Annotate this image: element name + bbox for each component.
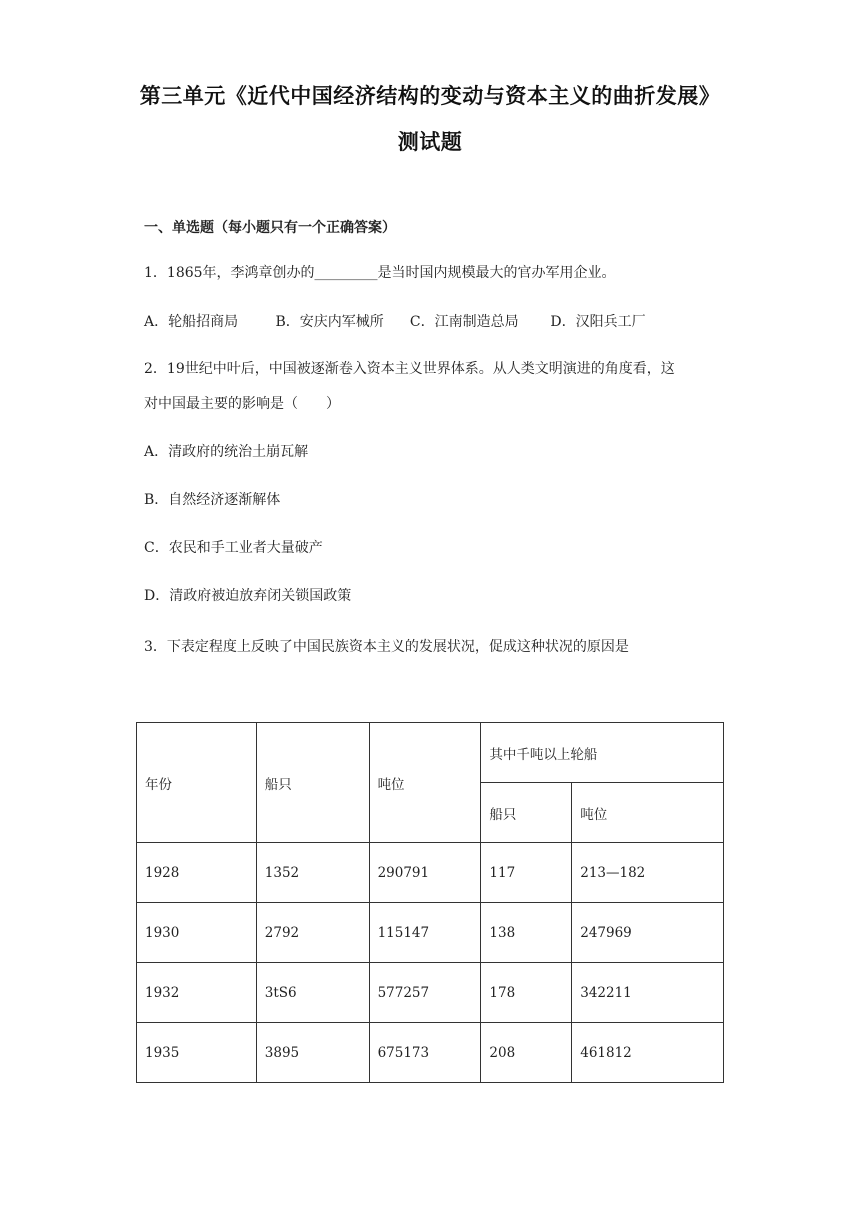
table-row <box>137 903 724 963</box>
cell-large-ships: 208 <box>481 1023 572 1083</box>
option-d: D．汉阳兵工厂 <box>550 314 646 330</box>
table-row <box>137 843 724 903</box>
cell-year: 1932 <box>137 963 257 1023</box>
question-2-option-d: D．清政府被迫放弃闭关锁国政策 <box>144 588 352 604</box>
cell-large-tonnage: 461812 <box>572 1023 724 1083</box>
cell-tonnage: 115147 <box>369 903 481 963</box>
option-a: A．轮船招商局 <box>144 314 239 330</box>
option-c: C．江南制造总局 <box>409 314 519 330</box>
shipping-table <box>136 722 724 1083</box>
cell-tonnage: 675173 <box>369 1023 481 1083</box>
option-b: B．安庆内军械所 <box>275 314 384 330</box>
cell-ships: 3895 <box>256 1023 369 1083</box>
cell-ships: 2792 <box>256 903 369 963</box>
document-subtitle: 测试题 <box>397 130 463 154</box>
cell-tonnage: 577257 <box>369 963 481 1023</box>
table-row <box>137 1023 724 1083</box>
question-3-stem: 3．下表定程度上反映了中国民族资本主义的发展状况，促成这种状况的原因是 <box>144 639 629 655</box>
table-row <box>137 963 724 1023</box>
document-title: 第三单元《近代中国经济结构的变动与资本主义的曲折发展》 <box>139 84 721 108</box>
header-group: 其中千吨以上轮船 <box>481 723 724 783</box>
cell-large-tonnage: 342211 <box>572 963 724 1023</box>
section-heading: 一、单选题（每小题只有一个正确答案） <box>144 220 396 236</box>
cell-large-ships: 117 <box>481 843 572 903</box>
cell-ships: 1352 <box>256 843 369 903</box>
question-2-stem-line1: 2．19世纪中叶后，中国被逐渐卷入资本主义世界体系。从人类文明演进的角度看，这 <box>144 361 675 377</box>
cell-large-ships: 138 <box>481 903 572 963</box>
header-sub-ships: 船只 <box>481 783 572 843</box>
cell-tonnage: 290791 <box>369 843 481 903</box>
question-2-stem-line2: 对中国最主要的影响是（ ） <box>144 396 340 412</box>
header-tonnage: 吨位 <box>369 723 481 843</box>
cell-large-ships: 178 <box>481 963 572 1023</box>
question-2-option-c: C．农民和手工业者大量破产 <box>144 540 323 556</box>
question-1-options <box>144 311 646 331</box>
cell-large-tonnage: 247969 <box>572 903 724 963</box>
question-2-option-b: B．自然经济逐渐解体 <box>144 492 281 508</box>
cell-year: 1935 <box>137 1023 257 1083</box>
question-2-option-a: A．清政府的统治土崩瓦解 <box>144 444 309 460</box>
header-year: 年份 <box>137 723 257 843</box>
question-1-stem: 1．1865年，李鸿章创办的_________是当时国内规模最大的官办军用企业。 <box>144 265 616 281</box>
cell-large-tonnage: 213—182 <box>572 843 724 903</box>
table-header-row <box>137 723 724 783</box>
cell-year: 1930 <box>137 903 257 963</box>
cell-year: 1928 <box>137 843 257 903</box>
header-sub-tonnage: 吨位 <box>572 783 724 843</box>
cell-ships: 3tS6 <box>256 963 369 1023</box>
header-ships: 船只 <box>256 723 369 843</box>
